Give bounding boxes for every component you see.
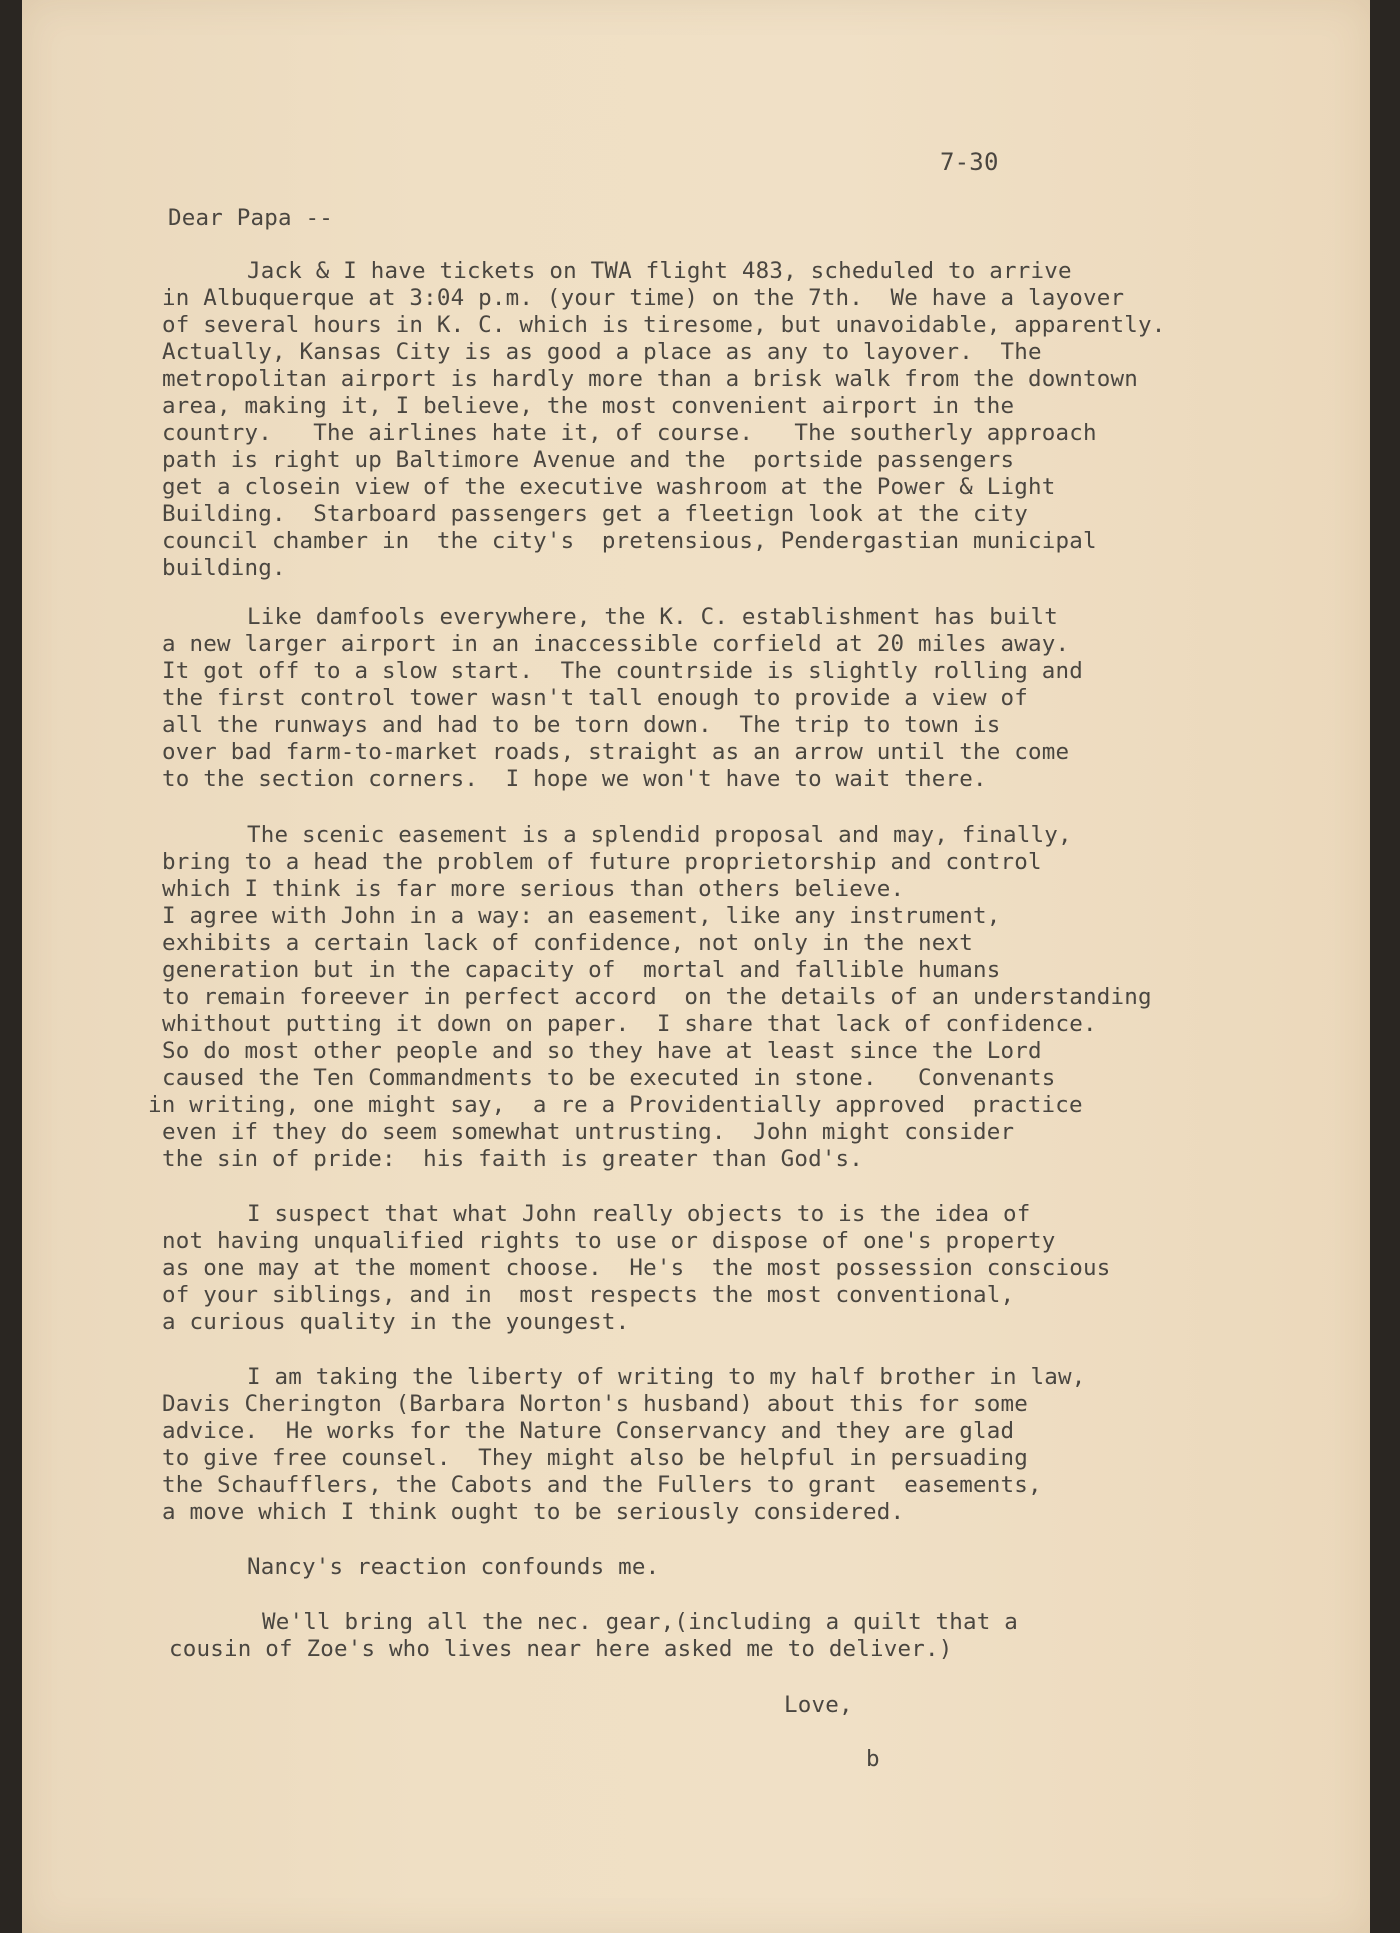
paragraph-line: of your siblings, and in most respects the most conventional, [162,1282,1015,1308]
paragraph-line: We'll bring all the nec. gear,(including a quilt that a [262,1609,1019,1635]
paragraph-line: to remain foreever in perfect accord on the details of an understanding [162,984,1152,1010]
paragraph-line: exhibits a certain lack of confidence, not only in the next [162,930,974,956]
letter-page [22,0,1370,1933]
paragraph-line: Like damfools everywhere, the K. C. establishment has built [247,604,1059,630]
paragraph-line: cousin of Zoe's who lives near here asked me to deliver.) [169,1636,953,1662]
paragraph-line: which I think is far more serious than others believe. [162,876,905,902]
paragraph-line: Davis Cherington (Barbara Norton's husband) about this for some [162,1391,1029,1417]
paragraph-line: a new larger airport in an inaccessible corfield at 20 miles away. [162,631,1070,657]
paragraph-line: in Albuquerque at 3:04 p.m. (your time) on the 7th. We have a layover [162,285,1125,311]
paragraph-line: Building. Starboard passengers get a fleetign look at the city [162,501,1029,527]
paragraph-line: caused the Ten Commandments to be executed in stone. Convenants [162,1065,1056,1091]
paragraph-line: as one may at the moment choose. He's the most possession conscious [162,1255,1111,1281]
paragraph-line: bring to a head the problem of future proprietorship and control [162,849,1042,875]
paragraph-line: path is right up Baltimore Avenue and the portside passengers [162,447,1015,473]
paragraph-line: generation but in the capacity of mortal and fallible humans [162,957,1001,983]
salutation: Dear Papa -- [168,205,333,231]
paragraph-line: country. The airlines hate it, of course. The southerly approach [162,420,1097,446]
paragraph-line: Nancy's reaction confounds me. [247,1554,660,1580]
paragraph-line: the first control tower wasn't tall enough to provide a view of [162,685,1029,711]
letter-date: 7-30 [940,148,999,176]
paragraph-line: all the runways and had to be torn down. The trip to town is [162,712,1001,738]
paragraph-line: get a closein view of the executive washroom at the Power & Light [162,474,1056,500]
paragraph-line: I agree with John in a way: an easement, like any instrument, [162,903,1001,929]
paragraph-line: building. [162,555,286,581]
paragraph-line: advice. He works for the Nature Conservancy and they are glad [162,1418,1015,1444]
paragraph-line: I am taking the liberty of writing to my half brother in law, [247,1364,1086,1390]
paragraph-line: area, making it, I believe, the most convenient airport in the [162,393,1015,419]
paragraph-line: over bad farm-to-market roads, straight as an arrow until the come [162,739,1070,765]
paragraph-line: to the section corners. I hope we won't have to wait there. [162,766,987,792]
paragraph-line: in writing, one might say, a re a Providentially approved practice [148,1092,1083,1118]
paragraph-line: of several hours in K. C. which is tiresome, but unavoidable, apparently. [162,312,1166,338]
signature: b [866,1746,880,1772]
paragraph-line: So do most other people and so they have at least since the Lord [162,1038,1042,1064]
paragraph-line: the sin of pride: his faith is greater than God's. [162,1146,864,1172]
paragraph-line: a curious quality in the youngest. [162,1309,630,1335]
paragraph-line: a move which I think ought to be seriously considered. [162,1499,905,1525]
paragraph-line: It got off to a slow start. The countrside is slightly rolling and [162,658,1083,684]
paragraph-line: even if they do seem somewhat untrusting. John might consider [162,1119,1015,1145]
paragraph-line: metropolitan airport is hardly more than a brisk walk from the downtown [162,366,1138,392]
paragraph-line: whithout putting it down on paper. I share that lack of confidence. [162,1011,1097,1037]
paragraph-line: The scenic easement is a splendid proposal and may, finally, [247,822,1072,848]
paragraph-line: not having unqualified rights to use or dispose of one's property [162,1228,1056,1254]
paragraph-line: the Schaufflers, the Cabots and the Fullers to grant easements, [162,1472,1042,1498]
paragraph-line: to give free counsel. They might also be helpful in persuading [162,1445,1029,1471]
paragraph-line: I suspect that what John really objects to is the idea of [247,1201,1031,1227]
paragraph-line: Actually, Kansas City is as good a place as any to layover. The [162,339,1042,365]
paragraph-line: council chamber in the city's pretensious, Pendergastian municipal [162,528,1097,554]
paragraph-line: Jack & I have tickets on TWA flight 483, scheduled to arrive [247,258,1072,284]
letter-closing: Love, [784,1692,853,1718]
